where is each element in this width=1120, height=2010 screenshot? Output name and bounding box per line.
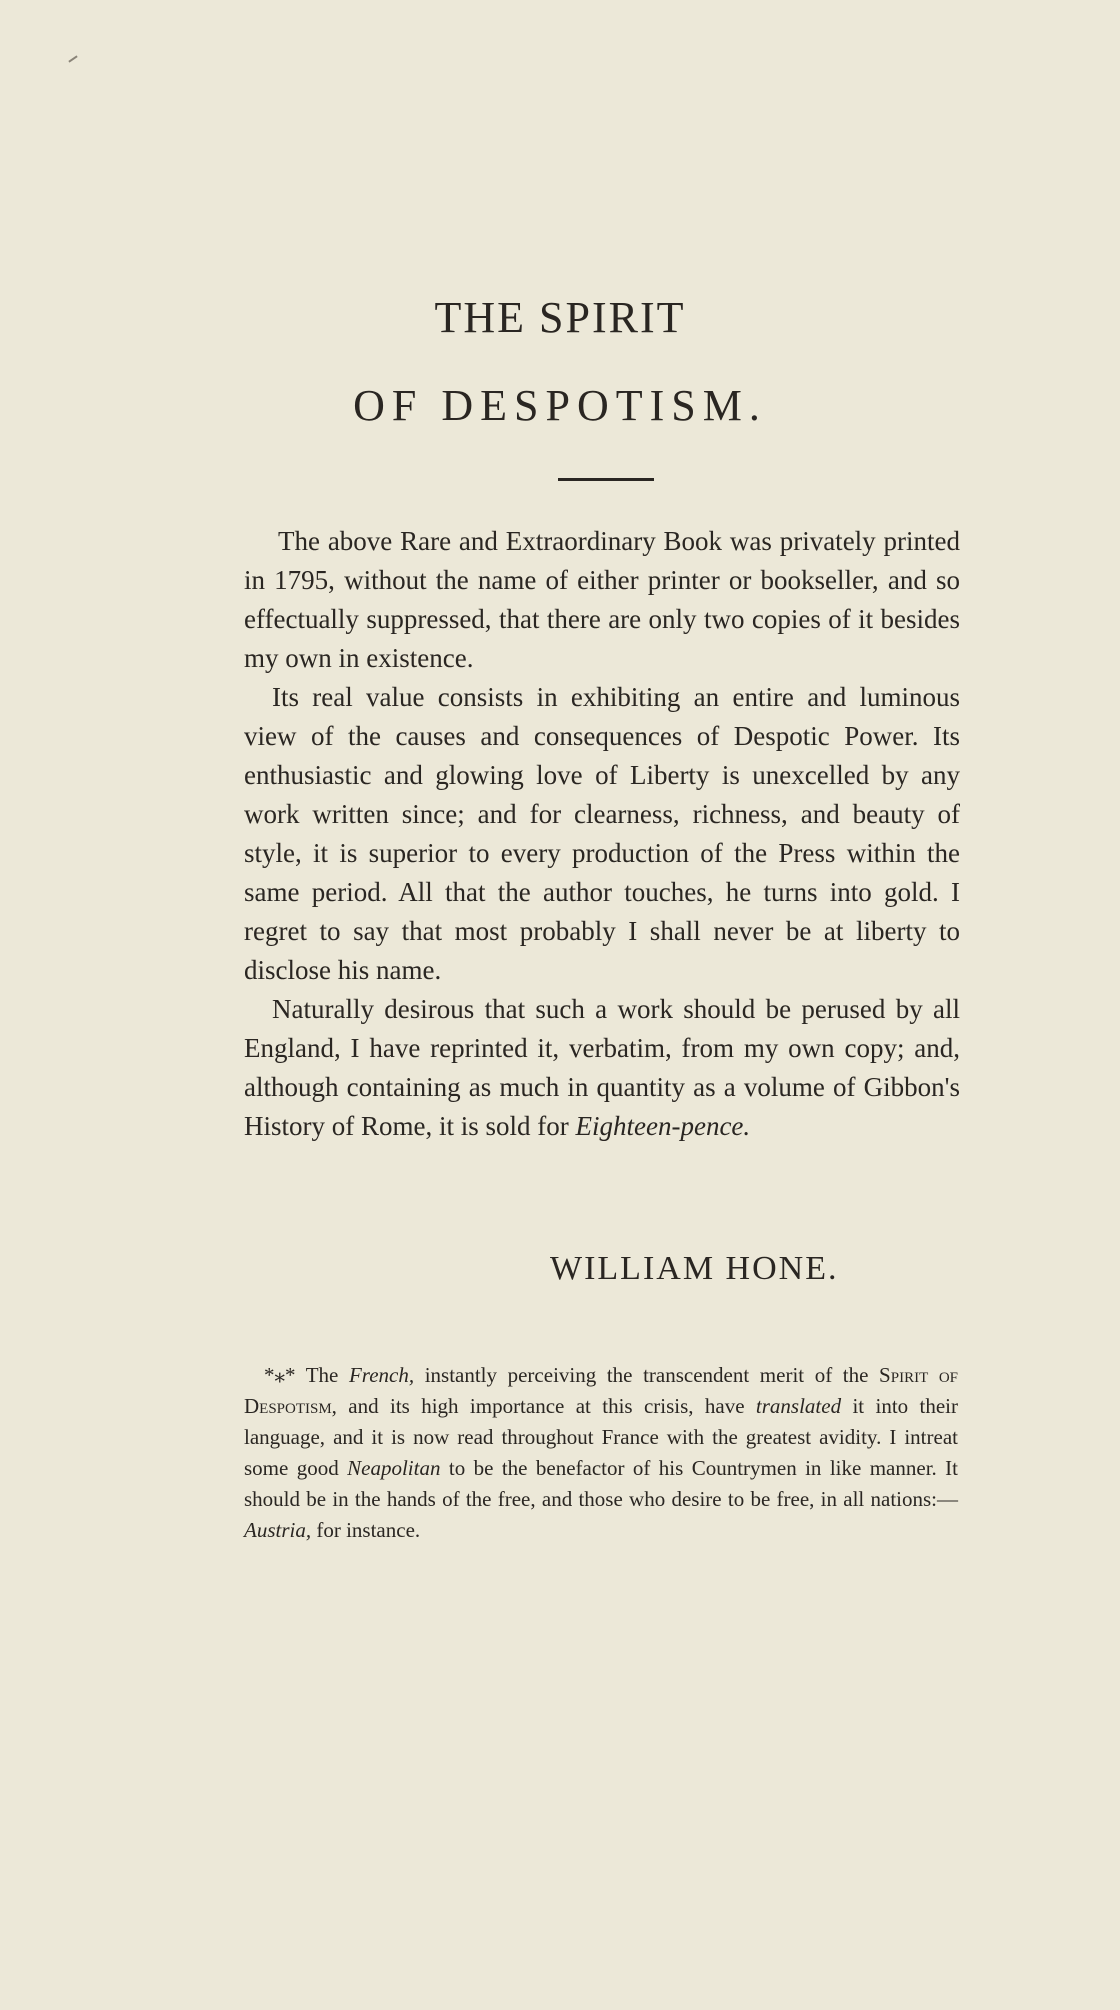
footnote-french: French,	[348, 1363, 415, 1387]
title-line-2: OF DESPOTISM.	[353, 381, 767, 430]
paragraph-3	[244, 990, 960, 1146]
title-line-1: THE SPIRIT	[434, 293, 686, 342]
footnote-text-5: to be the benefactor of his Countrymen in like manner. It should be in the hands of the free, and those who desire to be free, in all nations:—	[244, 1456, 959, 1511]
footnote-text-4: it into their language, and it is now read throughout France with the greatest avidity. I intreat some good	[244, 1394, 958, 1480]
footnote-text-3: and its high importance at this crisis, have	[336, 1394, 756, 1418]
page-mark	[68, 55, 77, 62]
footnote-text-1: The	[295, 1363, 349, 1387]
footnote	[244, 1360, 958, 1546]
footnote-paragraph	[244, 1360, 958, 1546]
paragraph-3-text: Naturally desirous that such a work should be perused by all England, I have reprinted it, verbatim, from my own copy; and, although containing as much in quantity as a volume of Gibbon's History of Rome, it is sold for	[244, 994, 960, 1141]
footnote-text-2: instantly perceiving the transcendent merit of the	[414, 1363, 880, 1387]
body-text	[244, 522, 960, 1146]
footnote-translated: translated	[755, 1394, 842, 1418]
footnote-mark: *⁎*	[264, 1363, 296, 1387]
title-rule	[558, 478, 654, 481]
footnote-austria: Austria,	[244, 1518, 312, 1542]
price-text: Eighteen-pence.	[575, 1111, 751, 1141]
footnote-neapolitan: Neapolitan	[347, 1456, 441, 1480]
paragraph-1: The above Rare and Extraordinary Book was privately printed in 1795, without the name of either printer or bookseller, and so effectually suppressed, that there are only two copies of it besides my own in existence.	[244, 526, 960, 673]
footnote-text-6: for instance.	[311, 1518, 421, 1542]
signature: WILLIAM HONE.	[550, 1250, 839, 1287]
paragraph-2: Its real value consists in exhibiting an entire and luminous view of the causes and consequences of Despotic Power. Its enthusiastic and glowing love of Liberty is unexcelled by any work written since; and for clearness, richness, and beauty of style, it is superior to every production of the Press within the same period. All that the author touches, he turns into gold. I regret to say that most probably I shall never be at liberty to disclose his name.	[244, 682, 960, 985]
footnote-spirit: Spirit of Despotism,	[244, 1363, 958, 1418]
